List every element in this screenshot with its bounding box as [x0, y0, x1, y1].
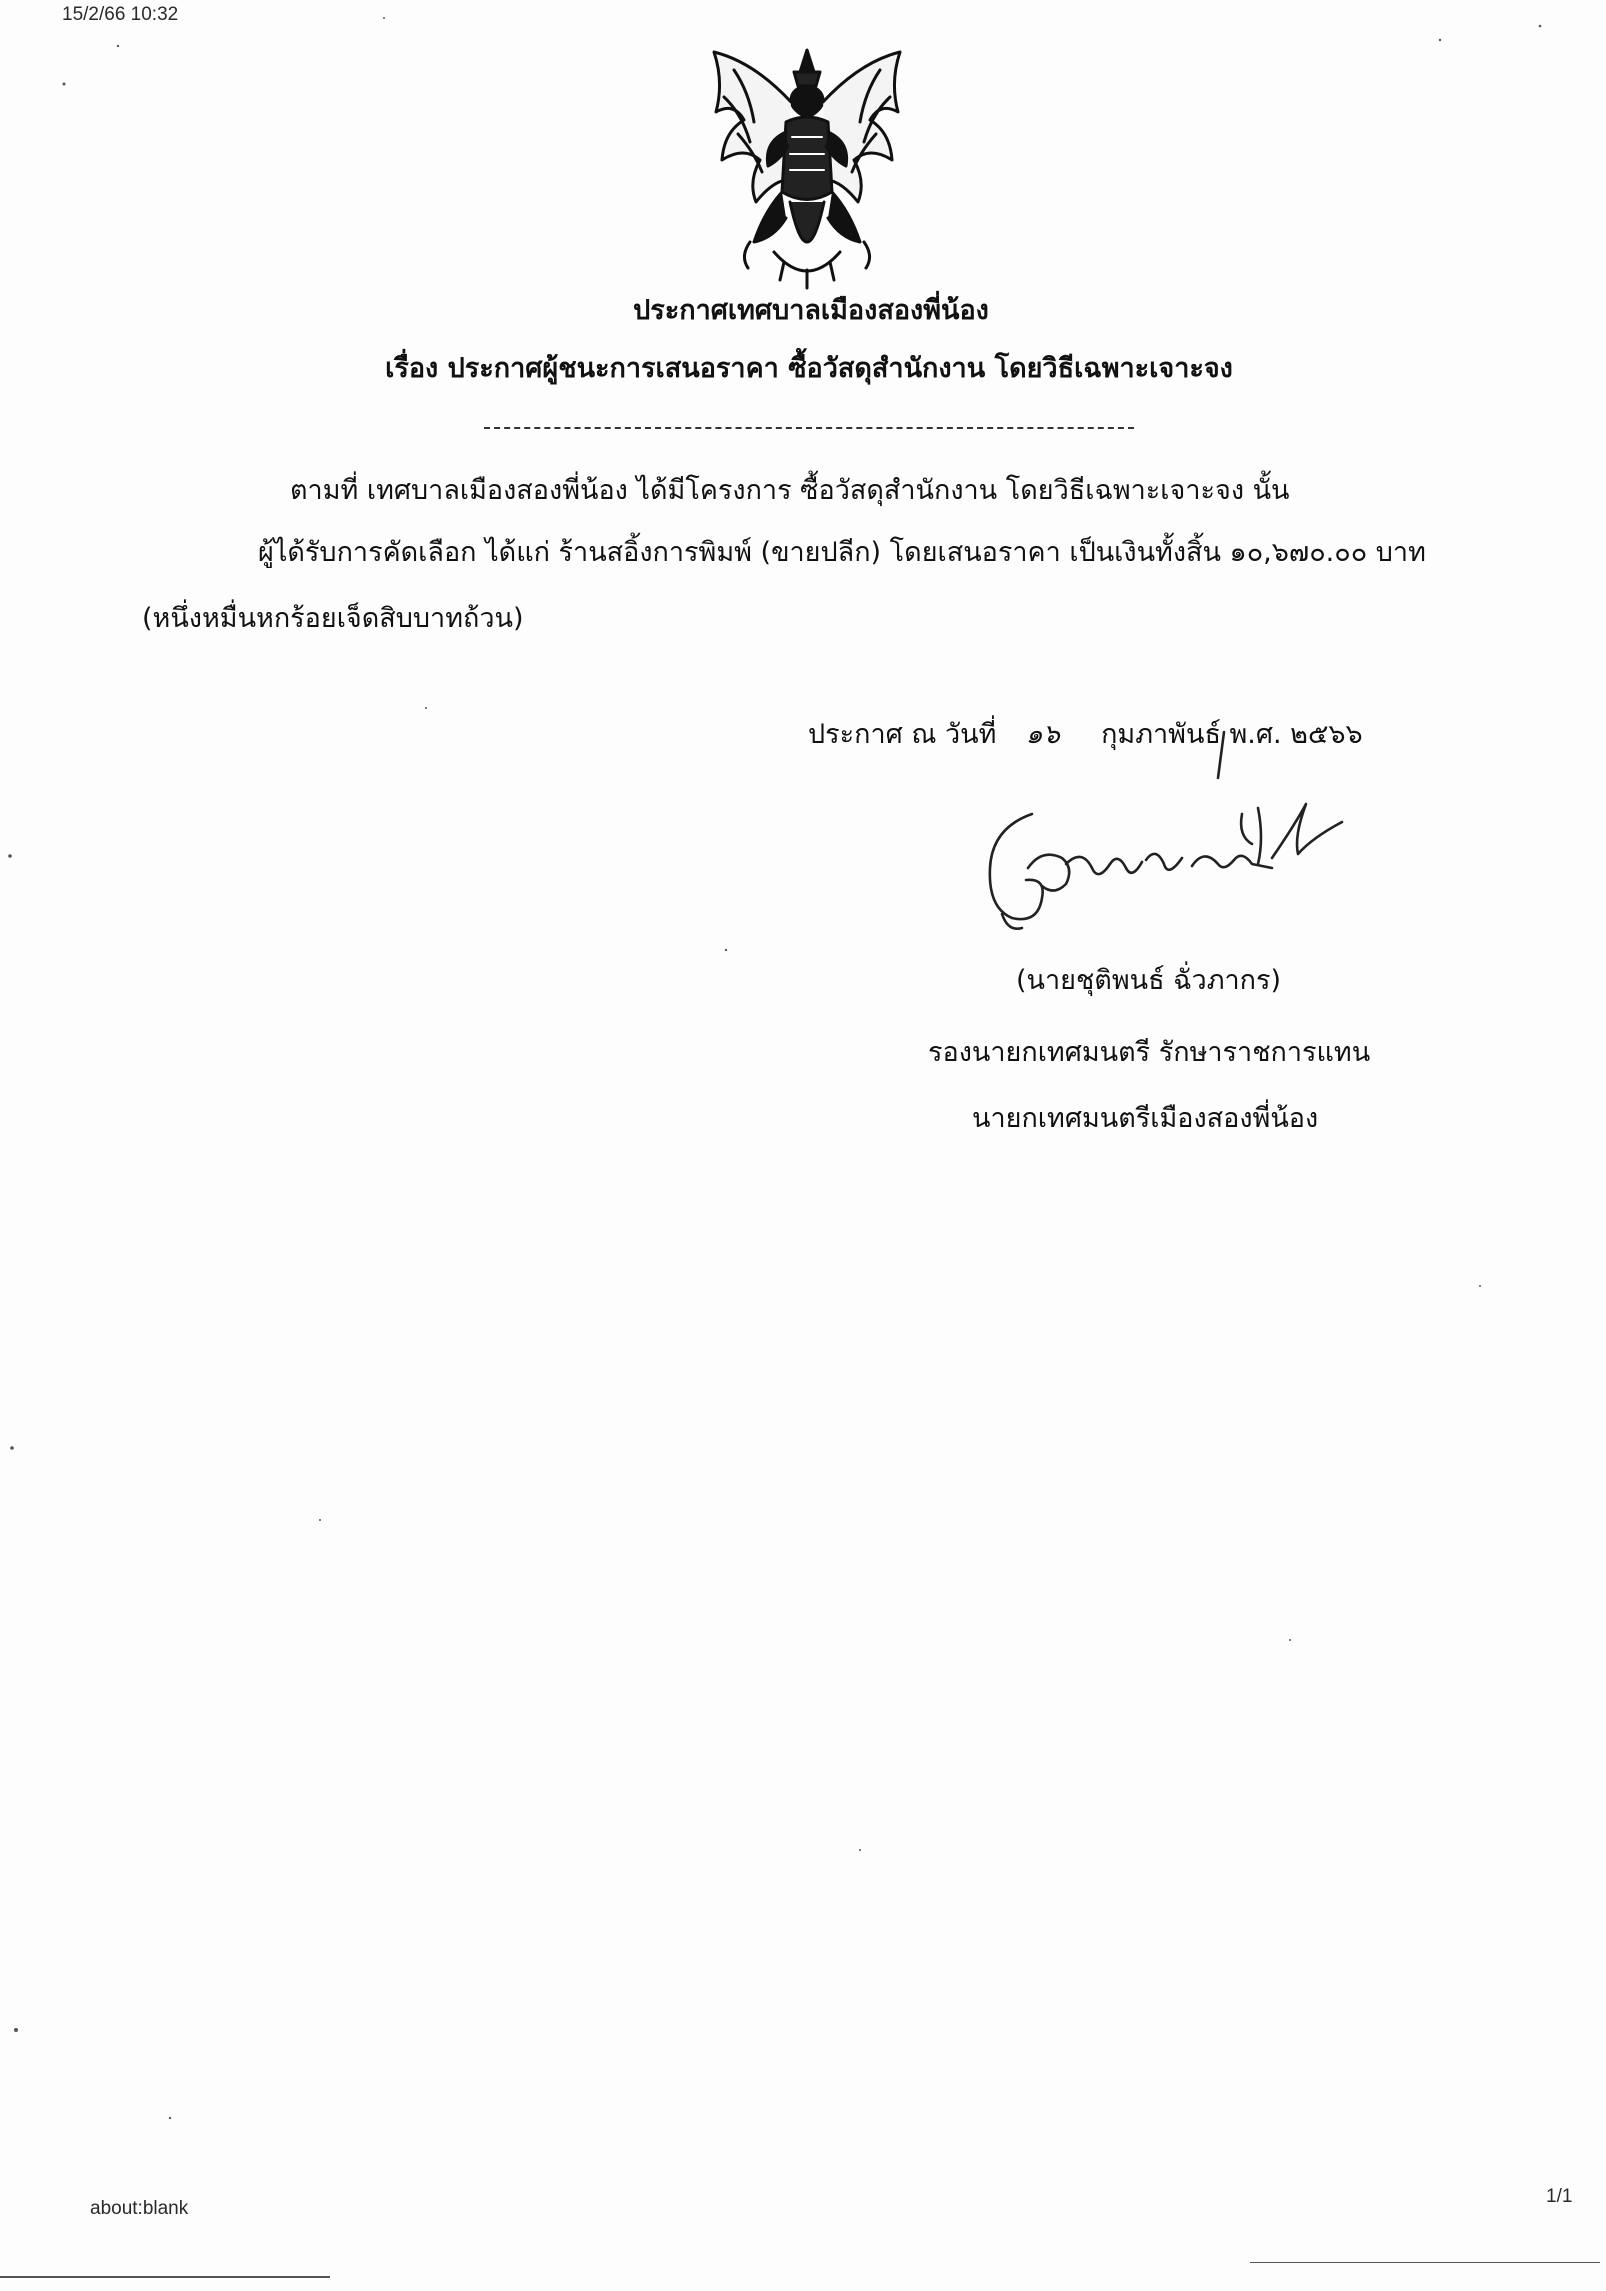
date-prefix: ประกาศ ณ วันที่	[808, 719, 997, 750]
scan-edge-line-right	[1250, 2262, 1600, 2263]
title-divider	[484, 427, 1134, 429]
document-subject: เรื่อง ประกาศผู้ชนะการเสนอราคา ซื้อวัสดุสำนักงาน โดยวิธีเฉพาะเจาะจง	[385, 353, 1233, 384]
body-paragraph-line-2: ผู้ได้รับการคัดเลือก ได้แก่ ร้านสอิ้งการพิมพ์ (ขายปลีก) โดยเสนอราคา เป็นเงินทั้งสิ้น ๑๐,๖๗๐.๐๐ บาท	[258, 537, 1426, 568]
date-month-year: กุมภาพันธ์ พ.ศ. ๒๕๖๖	[1101, 719, 1363, 750]
footer-url: about:blank	[90, 2198, 189, 2219]
garuda-emblem-icon	[694, 42, 920, 290]
signer-name: (นายชุติพนธ์ ฉั่วภากร)	[1016, 965, 1282, 996]
body-paragraph-line-1: ตามที่ เทศบาลเมืองสองพี่น้อง ได้มีโครงการ ซื้อวัสดุสำนักงาน โดยวิธีเฉพาะเจาะจง นั้น	[290, 475, 1290, 506]
date-day: ๑๖	[1025, 719, 1060, 750]
signer-position-line-1: รองนายกเทศมนตรี รักษาราชการแทน	[928, 1037, 1371, 1068]
signer-position-line-2: นายกเทศมนตรีเมืองสองพี่น้อง	[972, 1103, 1319, 1134]
footer-page-count: 1/1	[1546, 2186, 1573, 2207]
scan-edge-line-left	[0, 2276, 330, 2278]
print-timestamp: 15/2/66 10:32	[62, 4, 179, 25]
body-paragraph-line-3: (หนึ่งหมื่นหกร้อยเจ็ดสิบบาทถ้วน)	[142, 603, 524, 634]
document-title: ประกาศเทศบาลเมืองสองพี่น้อง	[633, 295, 989, 326]
handwritten-signature-icon	[942, 718, 1352, 968]
